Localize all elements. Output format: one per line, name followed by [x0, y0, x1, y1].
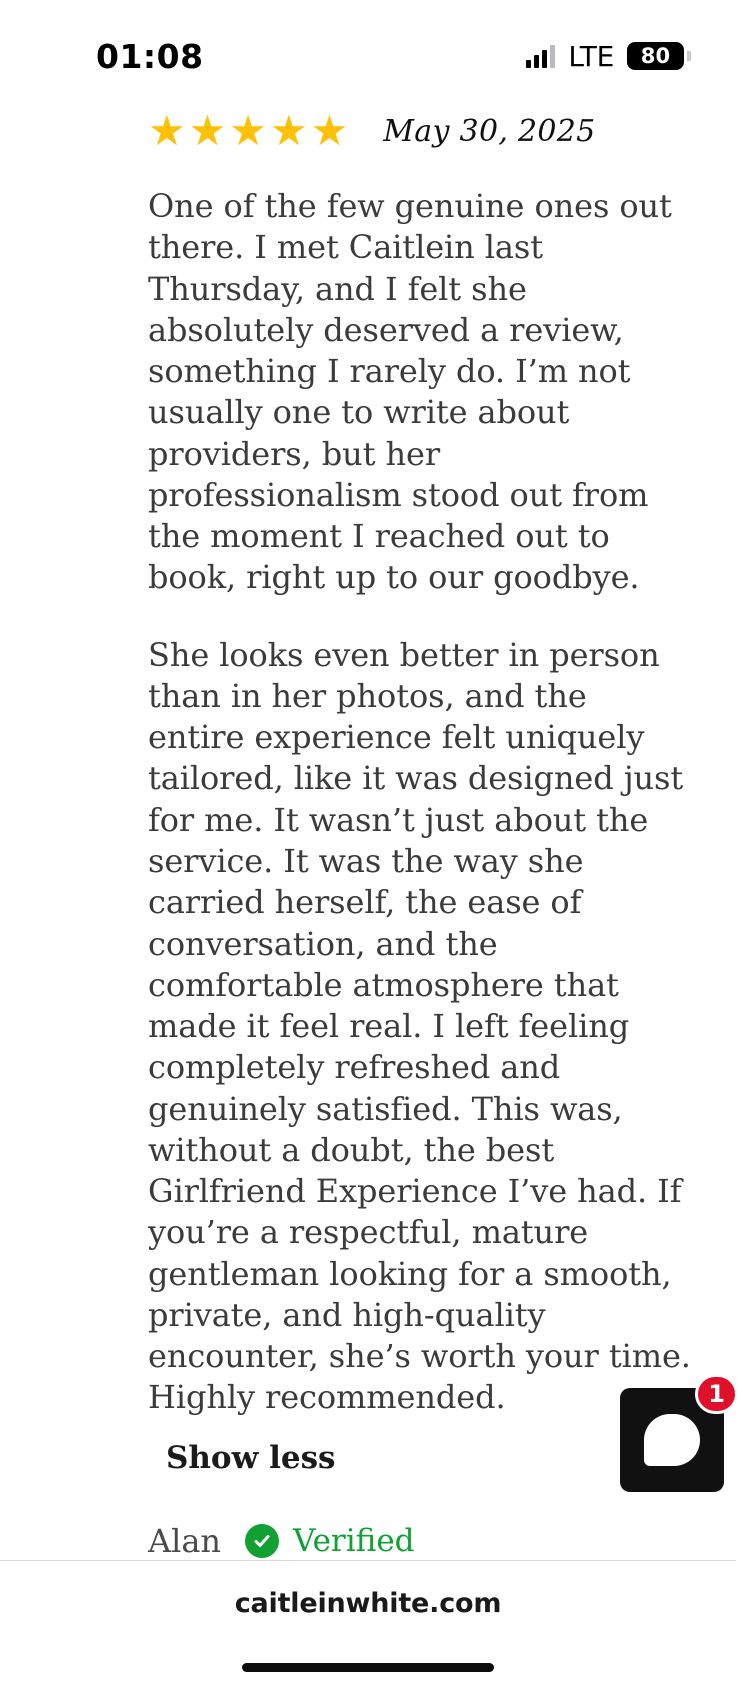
star-rating-icon: ★★★★★ [148, 107, 352, 154]
review-card [0, 107, 736, 1560]
status-indicators [526, 40, 684, 73]
review-body [148, 186, 692, 1476]
status-time: 01:08 [96, 36, 204, 76]
verified-label: Verified [293, 1522, 415, 1559]
browser-address-bar[interactable] [0, 1560, 736, 1646]
cellular-bars-icon [526, 44, 555, 68]
browser-url-label[interactable]: caitleinwhite.com [234, 1587, 502, 1619]
battery-level-label: 80 [640, 44, 671, 68]
chat-bubble-icon [644, 1414, 700, 1466]
review-footer [148, 1522, 692, 1560]
review-header [148, 107, 692, 154]
page-content [0, 106, 736, 1560]
reviewer-name: Alan [148, 1521, 222, 1560]
network-type-label: LTE [568, 39, 614, 73]
review-paragraph: She looks even better in person than in her photos, and the entire experience felt uniquely tailored, like it was designed just for me. It wasn’t just about the service. It was the way she carried herself, the ease of conversation, and the comfortable atmosphere that made it feel real. I left feeling completely refreshed and genuinely satisfied. This was, without a doubt, the best Girlfriend Experience I’ve had. If you’re a respectful, mature gentleman looking for a smooth, private, and high-quality encounter, she’s worth your time. Highly recommended. [148, 635, 691, 1417]
check-circle-icon [245, 1524, 279, 1558]
chat-unread-badge: 1 [695, 1374, 738, 1414]
verified-badge [245, 1523, 415, 1559]
review-date: May 30, 2025 [383, 113, 596, 149]
show-less-toggle[interactable]: Show less [166, 1439, 336, 1476]
review-paragraph: One of the few genuine ones out there. I met Caitlein last Thursday, and I felt she absolutely deserved a review, something I rarely do. I’m not usually one to write about providers, but her professionalism stood out from the moment I reached out to book, right up to our goodbye. [148, 187, 672, 597]
home-indicator[interactable] [242, 1663, 494, 1672]
chat-widget-button[interactable] [620, 1379, 725, 1492]
battery-icon [627, 42, 684, 70]
status-bar [0, 0, 736, 106]
home-indicator-area [0, 1646, 736, 1690]
